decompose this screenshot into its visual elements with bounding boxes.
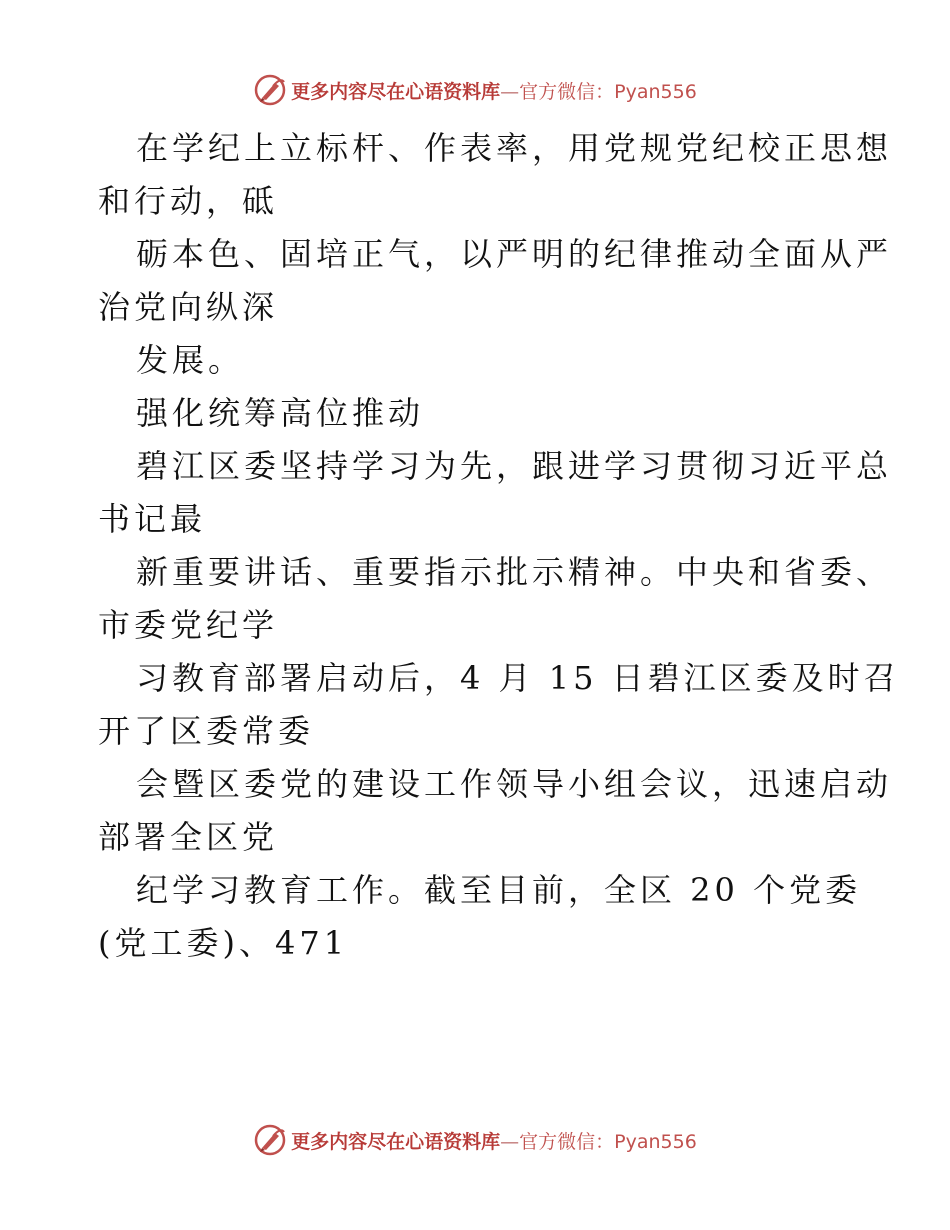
text-line: 部署全区党 xyxy=(98,818,279,856)
watermark-suffix: 官方微信：Pyan556 xyxy=(519,80,697,103)
text-line: 市委党纪学 xyxy=(98,606,279,644)
text-line: 砺本色、固培正气，以严明的纪律推动全面从严 xyxy=(136,235,893,273)
text-line: 书记最 xyxy=(98,500,207,538)
text-line: 会暨区委党的建设工作领导小组会议，迅速启动 xyxy=(136,765,893,803)
text-line: 治党向纵深 xyxy=(98,288,279,326)
footer-watermark xyxy=(0,1120,950,1160)
watermark-suffix: 官方微信：Pyan556 xyxy=(519,1130,697,1153)
pen-logo-icon xyxy=(253,1123,287,1157)
watermark-text xyxy=(291,1127,697,1154)
text-line: 强化统筹高位推动 xyxy=(136,394,425,432)
text-line: 在学纪上立标杆、作表率，用党规党纪校正思想 xyxy=(136,129,893,167)
watermark-text xyxy=(291,77,697,104)
watermark-separator: — xyxy=(500,1130,520,1153)
text-line: 习教育部署启动后，4 月 15 日碧江区委及时召 xyxy=(136,659,900,697)
text-line: 发展。 xyxy=(136,341,245,379)
watermark-brand: 更多内容尽在心语资料库 xyxy=(291,1130,501,1153)
document-body xyxy=(98,122,900,970)
pen-logo-icon xyxy=(253,73,287,107)
text-line: 新重要讲话、重要指示批示精神。中央和省委、 xyxy=(136,553,893,591)
text-line: (党工委)、471 xyxy=(98,924,349,962)
text-line: 开了区委常委 xyxy=(98,712,315,750)
text-line: 碧江区委坚持学习为先，跟进学习贯彻习近平总 xyxy=(136,447,893,485)
watermark-separator: — xyxy=(500,80,520,103)
text-line: 纪学习教育工作。截至目前，全区 20 个党委 xyxy=(136,871,862,909)
watermark-brand: 更多内容尽在心语资料库 xyxy=(291,80,501,103)
header-watermark xyxy=(0,70,950,110)
text-line: 和行动，砥 xyxy=(98,182,279,220)
